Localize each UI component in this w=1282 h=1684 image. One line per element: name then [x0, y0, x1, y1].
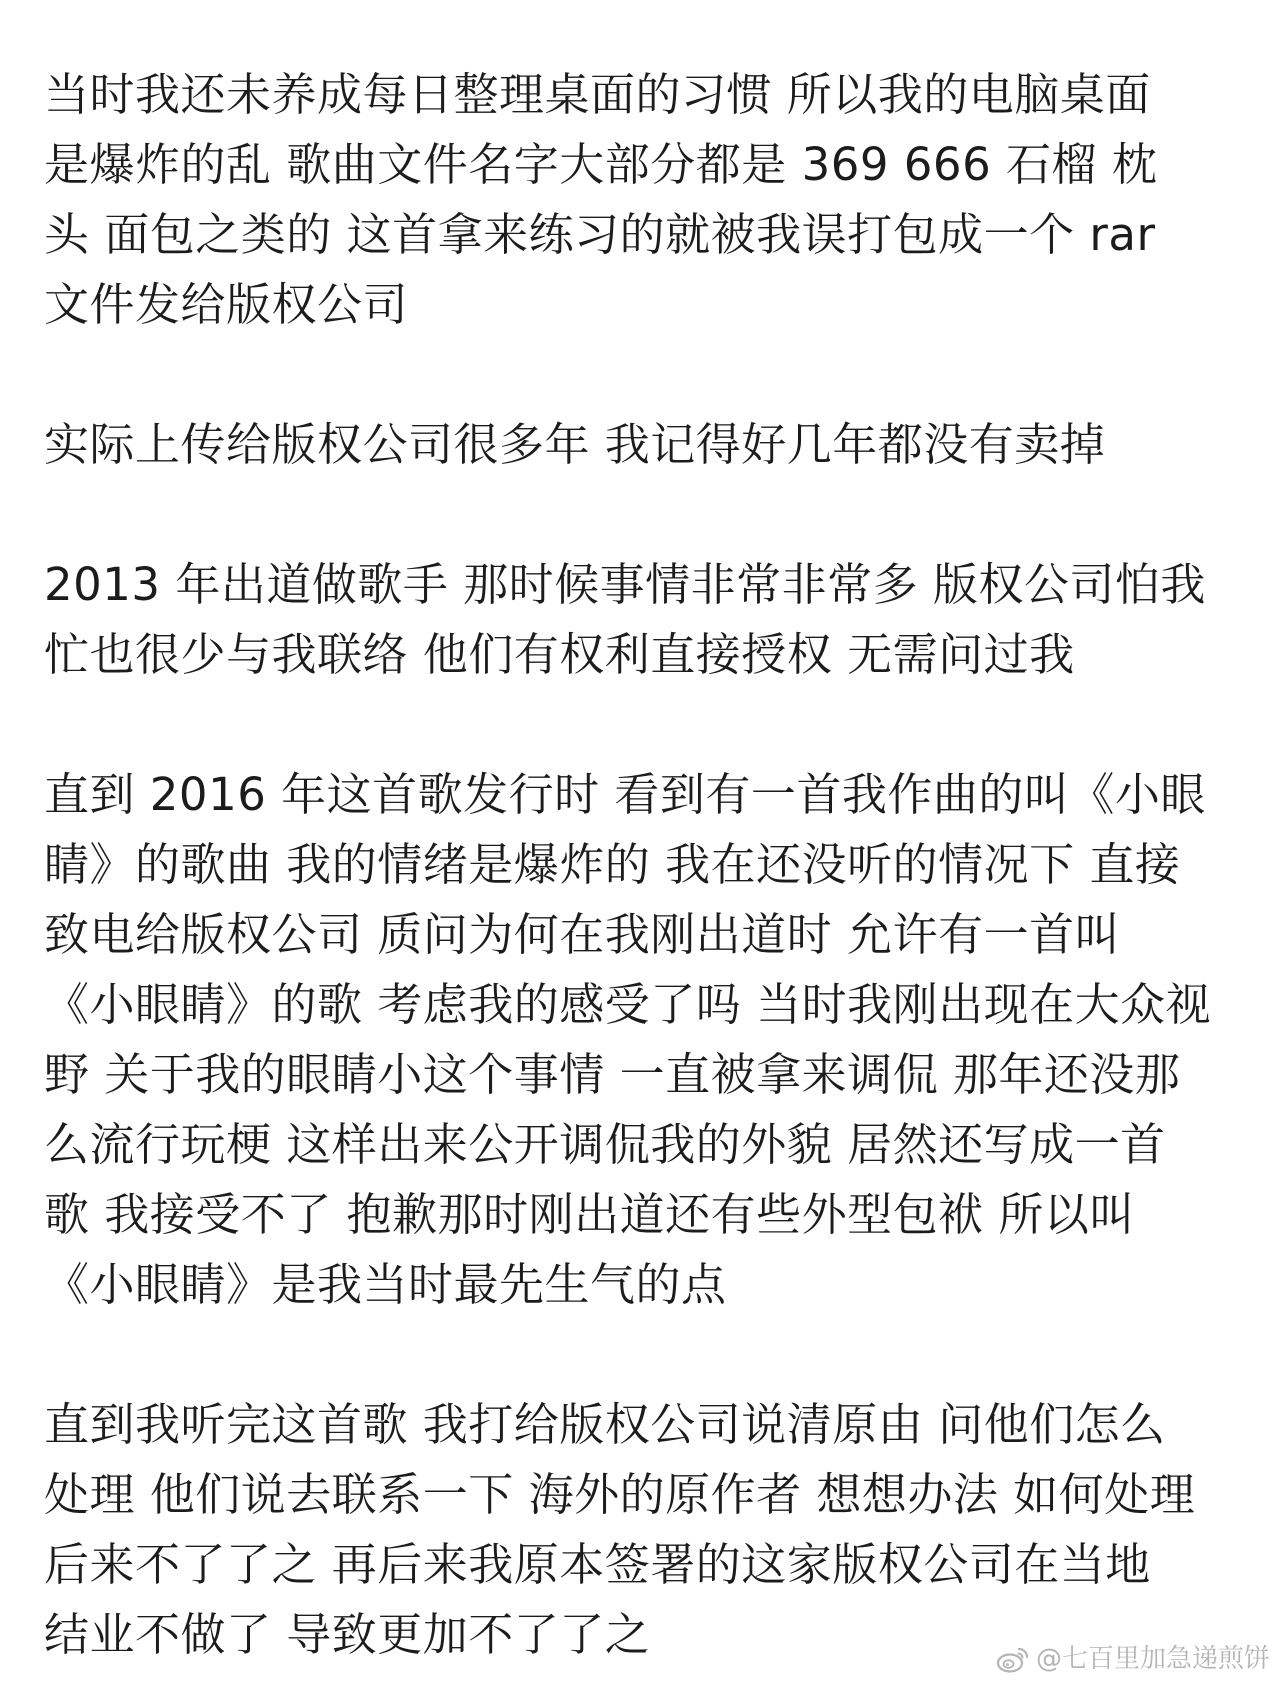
text-line: 么流行玩梗 这样出来公开调侃我的外貌 居然还写成一首 — [44, 1118, 1166, 1171]
text-line: 直到 2016 年这首歌发行时 看到有一首我作曲的叫《小眼 — [44, 768, 1206, 821]
text-line: 《小眼睛》的歌 考虑我的感受了吗 当时我刚出现在大众视 — [44, 978, 1212, 1031]
text-line: 文件发给版权公司 — [44, 278, 409, 331]
text-line: 实际上传给版权公司很多年 我记得好几年都没有卖掉 — [44, 418, 1106, 471]
text-line: 睛》的歌曲 我的情绪是爆炸的 我在还没听的情况下 直接 — [44, 838, 1181, 891]
note-body — [44, 60, 1244, 1670]
text-line: 直到我听完这首歌 我打给版权公司说清原由 问他们怎么 — [44, 1398, 1166, 1451]
text-line: 《小眼睛》是我当时最先生气的点 — [44, 1258, 727, 1311]
text-line: 歌 我接受不了 抱歉那时刚出道还有些外型包袱 所以叫 — [44, 1188, 1135, 1241]
text-line: 是爆炸的乱 歌曲文件名字大部分都是 369 666 石榴 枕 — [44, 138, 1158, 191]
text-line: 结业不做了 导致更加不了了之 — [44, 1608, 651, 1661]
paragraph-2 — [44, 410, 1244, 480]
text-line: 处理 他们说去联系一下 海外的原作者 想想办法 如何处理 — [44, 1468, 1196, 1521]
text-line: 致电给版权公司 质问为何在我刚出道时 允许有一首叫 — [44, 908, 1121, 961]
paragraph-4 — [44, 760, 1244, 1320]
weibo-icon — [996, 1644, 1030, 1674]
text-line: 忙也很少与我联络 他们有权利直接授权 无需问过我 — [44, 628, 1075, 681]
text-line: 头 面包之类的 这首拿来练习的就被我误打包成一个 rar — [44, 208, 1156, 261]
paragraph-3 — [44, 550, 1244, 690]
text-line: 2013 年出道做歌手 那时候事情非常非常多 版权公司怕我 — [44, 558, 1206, 611]
text-line: 当时我还未养成每日整理桌面的习惯 所以我的电脑桌面 — [44, 68, 1151, 121]
watermark-text: @七百里加急递煎饼 — [1035, 1644, 1270, 1674]
weibo-watermark — [996, 1642, 1270, 1676]
paragraph-1 — [44, 60, 1244, 340]
text-line: 后来不了了之 再后来我原本签署的这家版权公司在当地 — [44, 1538, 1151, 1591]
paragraph-5 — [44, 1390, 1244, 1670]
text-line: 野 关于我的眼睛小这个事情 一直被拿来调侃 那年还没那 — [44, 1048, 1181, 1101]
